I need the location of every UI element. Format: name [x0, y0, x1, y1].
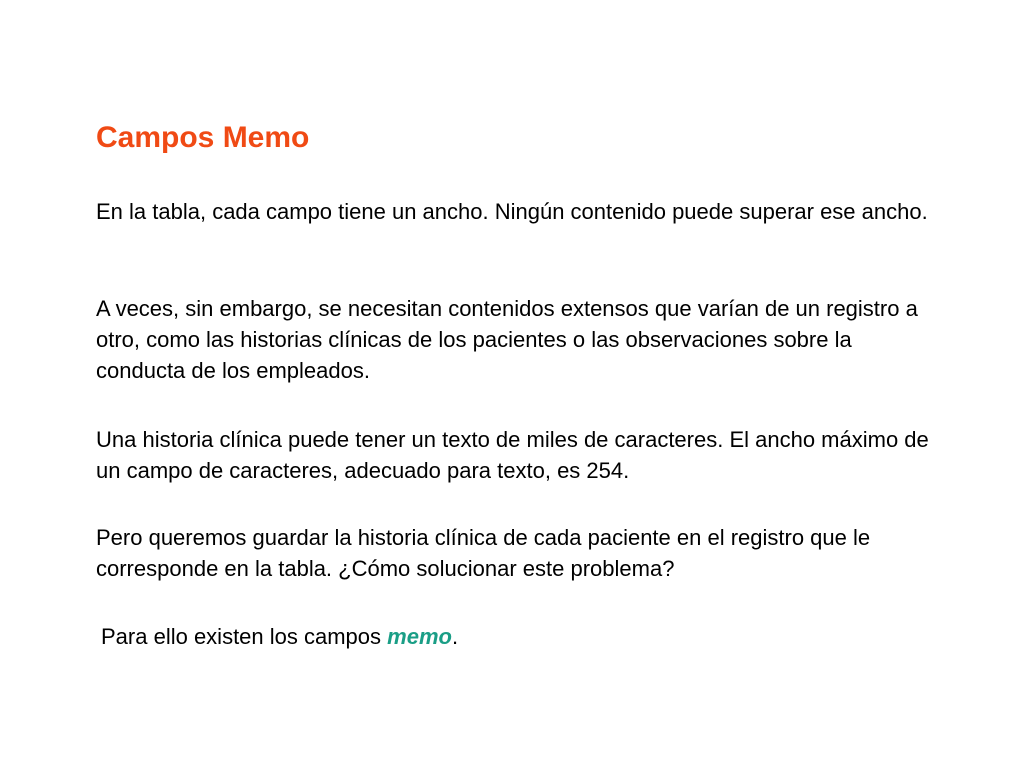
- paragraph-problem-question: Pero queremos guardar la historia clínica de cada paciente en el registro que le corresponde en la tabla. ¿Cómo solucionar este problema?: [96, 525, 871, 581]
- paragraph-conclusion: [101, 621, 951, 652]
- slide-title: Campos Memo: [96, 121, 310, 154]
- conclusion-suffix: .: [451, 624, 459, 649]
- conclusion-prefix: Para ello existen los campos: [101, 624, 388, 649]
- memo-highlight: memo: [387, 624, 452, 649]
- paragraph-field-width: En la tabla, cada campo tiene un ancho. Ningún contenido puede superar ese ancho.: [96, 199, 928, 224]
- paragraph-max-width: Una historia clínica puede tener un texto de miles de caracteres. El ancho máximo de un campo de caracteres, adecuado para texto, es 254.: [96, 427, 929, 483]
- paragraph-extensive-content: A veces, sin embargo, se necesitan contenidos extensos que varían de un registro a otro, como las historias clínicas de los pacientes o las observaciones sobre la conducta de los empleados.: [96, 296, 918, 383]
